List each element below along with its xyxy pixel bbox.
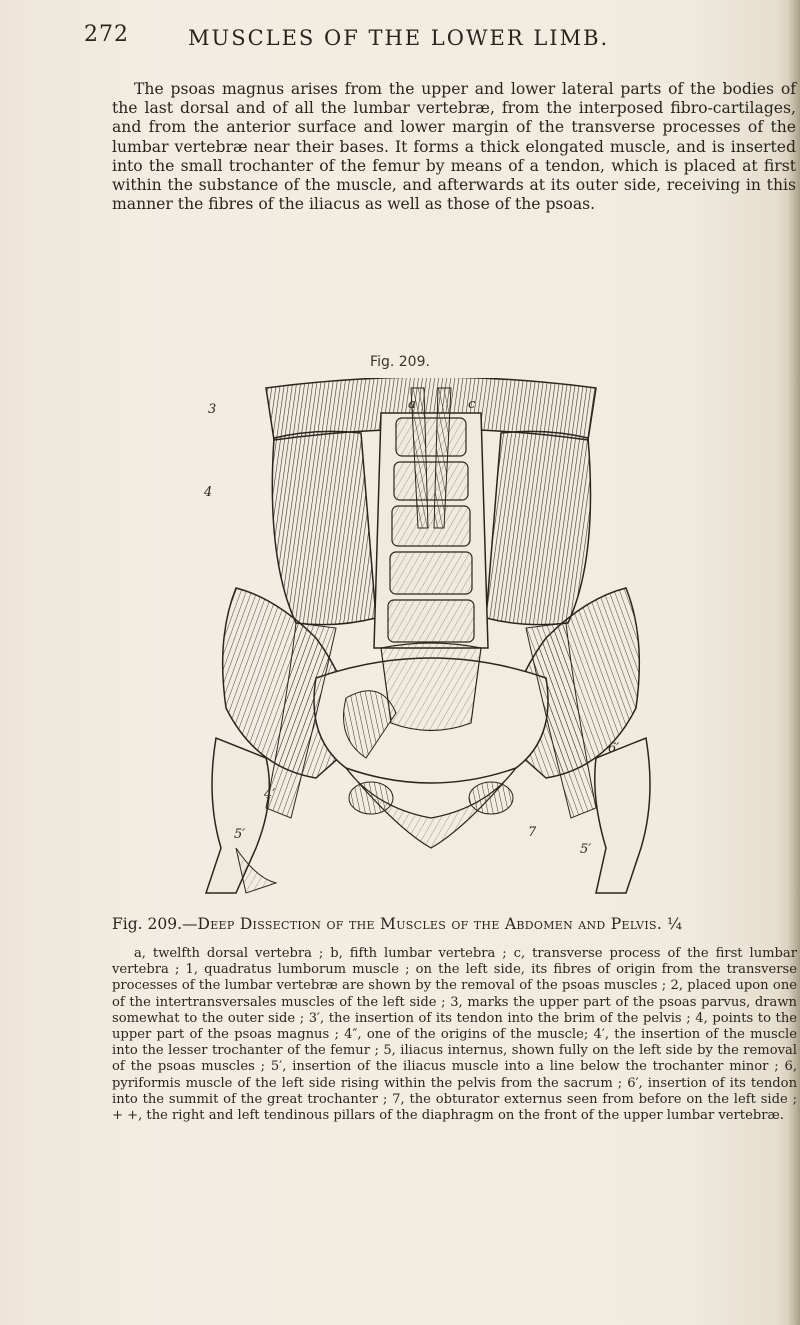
label-5-prime-right: 5′ bbox=[580, 842, 592, 857]
left-femur bbox=[206, 738, 269, 893]
caption-scale: ¼ bbox=[667, 915, 683, 933]
label-3: 3 bbox=[208, 402, 217, 417]
vertebral-bodies bbox=[388, 418, 474, 642]
running-head: MUSCLES OF THE LOWER LIMB. bbox=[188, 26, 610, 50]
dissection-drawing bbox=[196, 378, 666, 900]
intro-paragraph: The psoas magnus arises from the upper and lower lateral parts of the bodies of the last dorsal and of all the lumbar vertebræ, from the interposed fibro-cartilages, and from the anterior surface and lower margin of the transverse processes of the lumbar vertebræ near their bases. It forms a thick elongated muscle, and is inserted into the small trochanter of the femur by means of a tendon, which is placed at first within the substance of the muscle, and afterwards at its outer side, receiving in this manner the fibres of the iliacus as well as those of the psoas. bbox=[112, 80, 796, 214]
label-5-prime-left: 5′ bbox=[234, 827, 246, 842]
page-header bbox=[84, 22, 784, 52]
obturator-externus-left bbox=[349, 782, 393, 814]
label-7: 7 bbox=[528, 825, 537, 840]
figure-caption-title bbox=[112, 915, 800, 933]
figure-label: Fig. 209. bbox=[370, 354, 430, 370]
label-4: 4 bbox=[204, 485, 213, 500]
right-psoas-muscle bbox=[486, 431, 591, 624]
sacrum bbox=[381, 643, 481, 731]
caption-heading: Deep Dissection of the Muscles of the Abdomen and Pelvis. bbox=[197, 915, 663, 933]
page-number: 272 bbox=[84, 22, 129, 47]
label-a: a bbox=[408, 397, 416, 412]
anatomical-illustration bbox=[196, 378, 666, 900]
label-4-prime: 4′ bbox=[264, 787, 276, 802]
obturator-externus-right bbox=[469, 782, 513, 814]
left-psoas-muscle bbox=[272, 431, 376, 624]
figure-caption-body: a, twelfth dorsal vertebra ; b, fifth lumbar vertebra ; c, transverse process of the first lumbar vertebra ; 1, quadratus lumborum muscle ; on the left side, its fibres of origin from the transverse processes of the lumbar vertebræ are shown by the removal of the psoas muscles ; 2, placed upon one of the intertransversales muscles of the left side ; 3, marks the upper part of the psoas parvus, drawn somewhat to the outer side ; 3′, the insertion of its tendon into the brim of the pelvis ; 4, points to the upper part of the psoas magnus ; 4″, one of the origins of the muscle; 4′, the insertion of the muscle into the lesser trochanter of the femur ; 5, iliacus internus, shown fully on the left side by the removal of the psoas muscles ; 5′, insertion of the iliacus muscle into a line below the trochanter minor ; 6, pyriformis muscle of the left side rising within the pelvis from the sacrum ; 6′, insertion of its tendon into the summit of the great trochanter ; 7, the obturator externus seen from before on the left side ; + +, the right and left tendinous pillars of the diaphragm on the front of the upper lumbar vertebræ. bbox=[112, 946, 797, 1124]
label-c: c bbox=[468, 397, 476, 412]
label-6-prime: 6′ bbox=[608, 741, 620, 756]
caption-fig-number: Fig. 209.— bbox=[112, 915, 198, 933]
right-femur bbox=[595, 738, 650, 893]
